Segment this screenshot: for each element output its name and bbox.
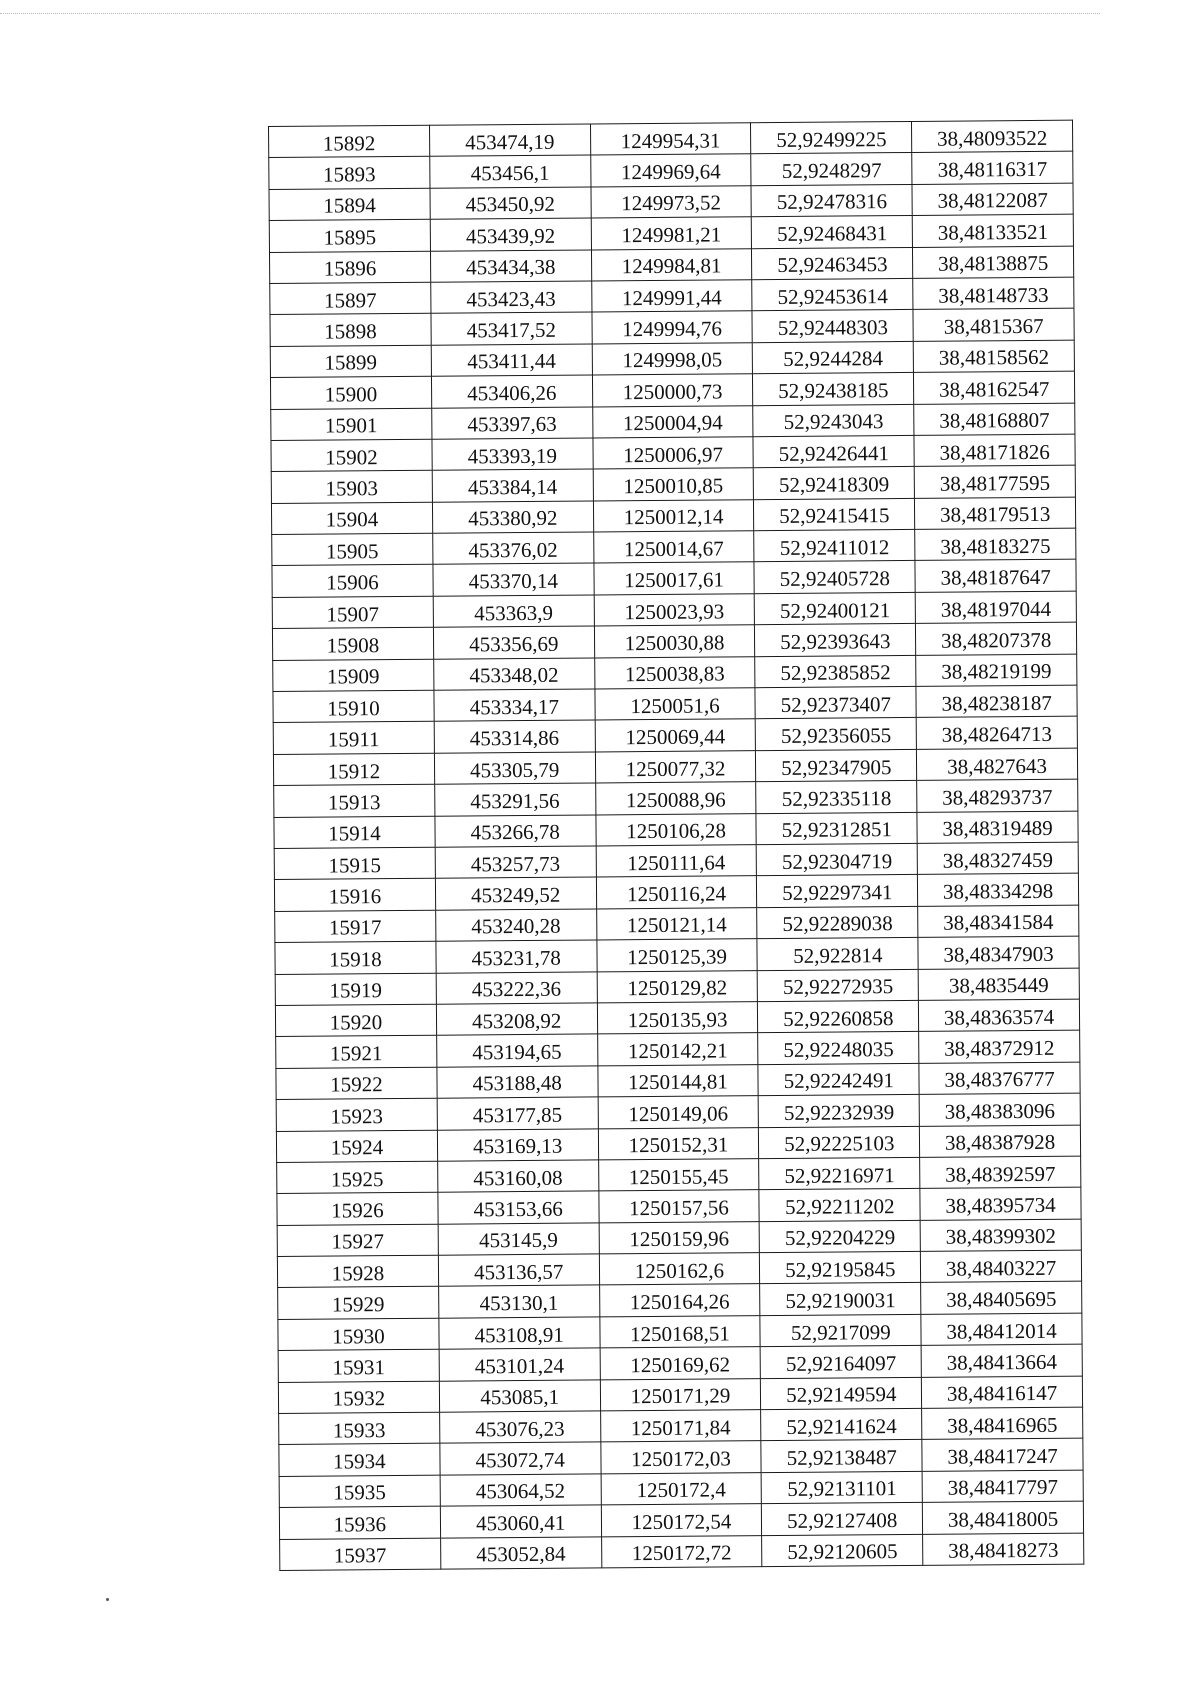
y-coordinate-cell: 1250088,96 xyxy=(595,782,756,815)
latitude-cell: 52,9217099 xyxy=(760,1314,921,1347)
x-coordinate-cell: 453240,28 xyxy=(435,909,596,942)
point-number-cell: 15905 xyxy=(272,533,433,566)
longitude-cell: 38,48183275 xyxy=(915,528,1076,561)
y-coordinate-cell: 1250051,6 xyxy=(595,688,756,721)
longitude-cell: 38,48413664 xyxy=(921,1344,1082,1377)
x-coordinate-cell: 453136,57 xyxy=(438,1254,599,1287)
point-number-cell: 15896 xyxy=(269,251,430,284)
y-coordinate-cell: 1250168,51 xyxy=(599,1316,760,1349)
latitude-cell: 52,92405728 xyxy=(754,561,915,594)
coordinates-table-body xyxy=(269,120,1084,1570)
longitude-cell: 38,48412014 xyxy=(921,1313,1082,1346)
point-number-cell: 15901 xyxy=(271,408,432,441)
longitude-cell: 38,48418273 xyxy=(923,1533,1084,1566)
x-coordinate-cell: 453194,65 xyxy=(436,1034,597,1067)
y-coordinate-cell: 1250152,31 xyxy=(598,1127,759,1160)
x-coordinate-cell: 453406,26 xyxy=(431,375,592,408)
y-coordinate-cell: 1250010,85 xyxy=(593,468,754,501)
latitude-cell: 52,92289038 xyxy=(757,906,918,939)
longitude-cell: 38,48179513 xyxy=(915,497,1076,530)
longitude-cell: 38,48392597 xyxy=(920,1156,1081,1189)
point-number-cell: 15936 xyxy=(279,1506,440,1539)
x-coordinate-cell: 453384,14 xyxy=(432,469,593,502)
y-coordinate-cell: 1250144,81 xyxy=(597,1064,758,1097)
latitude-cell: 52,92272935 xyxy=(758,969,919,1002)
latitude-cell: 52,92415415 xyxy=(754,498,915,531)
latitude-cell: 52,92411012 xyxy=(754,530,915,563)
y-coordinate-cell: 1249991,44 xyxy=(591,280,752,313)
point-number-cell: 15903 xyxy=(271,471,432,504)
longitude-cell: 38,4827643 xyxy=(917,748,1078,781)
x-coordinate-cell: 453334,17 xyxy=(434,689,595,722)
longitude-cell: 38,48417247 xyxy=(922,1439,1083,1472)
point-number-cell: 15918 xyxy=(275,941,436,974)
y-coordinate-cell: 1249994,76 xyxy=(592,311,753,344)
x-coordinate-cell: 453291,56 xyxy=(434,783,595,816)
y-coordinate-cell: 1250155,45 xyxy=(598,1159,759,1192)
longitude-cell: 38,48158562 xyxy=(913,340,1074,373)
x-coordinate-cell: 453231,78 xyxy=(436,940,597,973)
x-coordinate-cell: 453188,48 xyxy=(437,1066,598,1099)
x-coordinate-cell: 453145,9 xyxy=(438,1223,599,1256)
x-coordinate-cell: 453076,23 xyxy=(439,1411,600,1444)
longitude-cell: 38,48416147 xyxy=(922,1376,1083,1409)
y-coordinate-cell: 1250135,93 xyxy=(597,1002,758,1035)
latitude-cell: 52,9244284 xyxy=(753,341,914,374)
x-coordinate-cell: 453085,1 xyxy=(439,1380,600,1413)
y-coordinate-cell: 1250162,6 xyxy=(599,1253,760,1286)
longitude-cell: 38,48403227 xyxy=(921,1250,1082,1283)
longitude-cell: 38,48347903 xyxy=(918,936,1079,969)
longitude-cell: 38,48133521 xyxy=(912,214,1073,247)
latitude-cell: 52,92418309 xyxy=(754,467,915,500)
latitude-cell: 52,92138487 xyxy=(761,1440,922,1473)
point-number-cell: 15934 xyxy=(279,1444,440,1477)
point-number-cell: 15931 xyxy=(278,1349,439,1382)
y-coordinate-cell: 1250169,62 xyxy=(600,1347,761,1380)
longitude-cell: 38,48093522 xyxy=(912,120,1073,153)
point-number-cell: 15937 xyxy=(280,1538,441,1571)
point-number-cell: 15933 xyxy=(279,1412,440,1445)
y-coordinate-cell: 1250129,82 xyxy=(597,970,758,1003)
longitude-cell: 38,48383096 xyxy=(919,1093,1080,1126)
y-coordinate-cell: 1250000,73 xyxy=(592,374,753,407)
latitude-cell: 52,92131101 xyxy=(761,1471,922,1504)
point-number-cell: 15904 xyxy=(271,502,432,535)
latitude-cell: 52,92190031 xyxy=(760,1283,921,1316)
point-number-cell: 15899 xyxy=(270,345,431,378)
point-number-cell: 15898 xyxy=(270,314,431,347)
y-coordinate-cell: 1250125,39 xyxy=(596,939,757,972)
latitude-cell: 52,92356055 xyxy=(756,718,917,751)
latitude-cell: 52,92297341 xyxy=(757,875,918,908)
point-number-cell: 15915 xyxy=(274,847,435,880)
latitude-cell: 52,92373407 xyxy=(755,686,916,719)
longitude-cell: 38,48417797 xyxy=(922,1470,1083,1503)
x-coordinate-cell: 453314,86 xyxy=(434,720,595,753)
latitude-cell: 52,92463453 xyxy=(752,247,913,280)
point-number-cell: 15912 xyxy=(273,753,434,786)
longitude-cell: 38,48372912 xyxy=(919,1030,1080,1063)
latitude-cell: 52,92141624 xyxy=(761,1408,922,1441)
y-coordinate-cell: 1249984,81 xyxy=(591,248,752,281)
x-coordinate-cell: 453222,36 xyxy=(436,971,597,1004)
latitude-cell: 52,92453614 xyxy=(752,278,913,311)
y-coordinate-cell: 1249981,21 xyxy=(591,217,752,250)
y-coordinate-cell: 1250106,28 xyxy=(596,813,757,846)
x-coordinate-cell: 453305,79 xyxy=(434,752,595,785)
x-coordinate-cell: 453348,02 xyxy=(433,658,594,691)
point-number-cell: 15924 xyxy=(276,1130,437,1163)
latitude-cell: 52,92232939 xyxy=(759,1095,920,1128)
latitude-cell: 52,92335118 xyxy=(756,781,917,814)
y-coordinate-cell: 1249954,31 xyxy=(590,123,751,156)
latitude-cell: 52,92195845 xyxy=(760,1251,921,1284)
latitude-cell: 52,92164097 xyxy=(760,1346,921,1379)
x-coordinate-cell: 453474,19 xyxy=(429,124,590,157)
point-number-cell: 15932 xyxy=(278,1381,439,1414)
x-coordinate-cell: 453380,92 xyxy=(432,501,593,534)
x-coordinate-cell: 453411,44 xyxy=(431,344,592,377)
longitude-cell: 38,48177595 xyxy=(914,465,1075,498)
x-coordinate-cell: 453456,1 xyxy=(430,155,591,188)
longitude-cell: 38,48171826 xyxy=(914,434,1075,467)
table-row xyxy=(280,1533,1084,1571)
y-coordinate-cell: 1250172,4 xyxy=(601,1472,762,1505)
x-coordinate-cell: 453160,08 xyxy=(437,1160,598,1193)
y-coordinate-cell: 1250171,84 xyxy=(600,1410,761,1443)
y-coordinate-cell: 1250069,44 xyxy=(595,719,756,752)
point-number-cell: 15910 xyxy=(273,690,434,723)
point-number-cell: 15895 xyxy=(269,219,430,252)
y-coordinate-cell: 1250157,56 xyxy=(598,1190,759,1223)
y-coordinate-cell: 1250142,21 xyxy=(597,1033,758,1066)
point-number-cell: 15894 xyxy=(269,188,430,221)
x-coordinate-cell: 453439,92 xyxy=(430,218,591,251)
longitude-cell: 38,48293737 xyxy=(917,779,1078,812)
longitude-cell: 38,48418005 xyxy=(923,1501,1084,1534)
longitude-cell: 38,48399302 xyxy=(920,1219,1081,1252)
point-number-cell: 15908 xyxy=(272,627,433,660)
longitude-cell: 38,48162547 xyxy=(914,371,1075,404)
x-coordinate-cell: 453130,1 xyxy=(438,1285,599,1318)
longitude-cell: 38,48327459 xyxy=(917,842,1078,875)
y-coordinate-cell: 1250014,67 xyxy=(593,531,754,564)
y-coordinate-cell: 1250111,64 xyxy=(596,845,757,878)
y-coordinate-cell: 1250164,26 xyxy=(599,1284,760,1317)
point-number-cell: 15907 xyxy=(272,596,433,629)
latitude-cell: 52,92448303 xyxy=(752,310,913,343)
point-number-cell: 15914 xyxy=(274,816,435,849)
point-number-cell: 15930 xyxy=(278,1318,439,1351)
latitude-cell: 52,92225103 xyxy=(759,1126,920,1159)
longitude-cell: 38,48187647 xyxy=(915,560,1076,593)
y-coordinate-cell: 1250030,88 xyxy=(594,625,755,658)
latitude-cell: 52,92216971 xyxy=(759,1157,920,1190)
x-coordinate-cell: 453450,92 xyxy=(430,187,591,220)
longitude-cell: 38,48148733 xyxy=(913,277,1074,310)
point-number-cell: 15920 xyxy=(275,1004,436,1037)
x-coordinate-cell: 453393,19 xyxy=(432,438,593,471)
x-coordinate-cell: 453072,74 xyxy=(440,1442,601,1475)
longitude-cell: 38,48197044 xyxy=(915,591,1076,624)
point-number-cell: 15929 xyxy=(278,1287,439,1320)
latitude-cell: 52,92120605 xyxy=(762,1534,923,1567)
point-number-cell: 15902 xyxy=(271,439,432,472)
y-coordinate-cell: 1249973,52 xyxy=(591,185,752,218)
x-coordinate-cell: 453169,13 xyxy=(437,1128,598,1161)
x-coordinate-cell: 453417,52 xyxy=(431,312,592,345)
y-coordinate-cell: 1250149,06 xyxy=(598,1096,759,1129)
latitude-cell: 52,92260858 xyxy=(758,1000,919,1033)
y-coordinate-cell: 1250077,32 xyxy=(595,751,756,784)
longitude-cell: 38,48168807 xyxy=(914,403,1075,436)
point-number-cell: 15900 xyxy=(270,376,431,409)
latitude-cell: 52,9248297 xyxy=(751,153,912,186)
latitude-cell: 52,92347905 xyxy=(756,749,917,782)
point-number-cell: 15935 xyxy=(279,1475,440,1508)
point-number-cell: 15927 xyxy=(277,1224,438,1257)
x-coordinate-cell: 453101,24 xyxy=(439,1348,600,1381)
latitude-cell: 52,922814 xyxy=(757,938,918,971)
x-coordinate-cell: 453397,63 xyxy=(432,406,593,439)
longitude-cell: 38,4815367 xyxy=(913,309,1074,342)
longitude-cell: 38,48238187 xyxy=(916,685,1077,718)
x-coordinate-cell: 453434,38 xyxy=(430,250,591,283)
y-coordinate-cell: 1250038,83 xyxy=(594,656,755,689)
longitude-cell: 38,48138875 xyxy=(913,246,1074,279)
latitude-cell: 52,92149594 xyxy=(761,1377,922,1410)
longitude-cell: 38,48122087 xyxy=(912,183,1073,216)
x-coordinate-cell: 453208,92 xyxy=(436,1003,597,1036)
latitude-cell: 52,92478316 xyxy=(751,184,912,217)
x-coordinate-cell: 453257,73 xyxy=(435,846,596,879)
latitude-cell: 52,92204229 xyxy=(760,1220,921,1253)
point-number-cell: 15913 xyxy=(274,784,435,817)
longitude-cell: 38,48334298 xyxy=(918,874,1079,907)
longitude-cell: 38,48363574 xyxy=(919,999,1080,1032)
longitude-cell: 38,48264713 xyxy=(916,717,1077,750)
y-coordinate-cell: 1250159,96 xyxy=(599,1221,760,1254)
y-coordinate-cell: 1250017,61 xyxy=(594,562,755,595)
y-coordinate-cell: 1250023,93 xyxy=(594,594,755,627)
latitude-cell: 52,92242491 xyxy=(758,1063,919,1096)
longitude-cell: 38,4835449 xyxy=(918,968,1079,1001)
point-number-cell: 15892 xyxy=(269,125,430,158)
x-coordinate-cell: 453356,69 xyxy=(433,626,594,659)
point-number-cell: 15926 xyxy=(277,1192,438,1225)
longitude-cell: 38,48395734 xyxy=(920,1187,1081,1220)
y-coordinate-cell: 1250004,94 xyxy=(592,405,753,438)
point-number-cell: 15911 xyxy=(273,722,434,755)
point-number-cell: 15917 xyxy=(275,910,436,943)
y-coordinate-cell: 1250171,29 xyxy=(600,1378,761,1411)
y-coordinate-cell: 1250172,72 xyxy=(601,1535,762,1568)
x-coordinate-cell: 453060,41 xyxy=(440,1505,601,1538)
point-number-cell: 15916 xyxy=(274,879,435,912)
longitude-cell: 38,48116317 xyxy=(912,152,1073,185)
point-number-cell: 15921 xyxy=(276,1036,437,1069)
point-number-cell: 15922 xyxy=(276,1067,437,1100)
longitude-cell: 38,48207378 xyxy=(916,622,1077,655)
y-coordinate-cell: 1250172,03 xyxy=(600,1441,761,1474)
x-coordinate-cell: 453108,91 xyxy=(439,1317,600,1350)
latitude-cell: 52,92426441 xyxy=(753,435,914,468)
coordinates-table xyxy=(268,120,1084,1571)
latitude-cell: 52,92312851 xyxy=(756,812,917,845)
point-number-cell: 15919 xyxy=(275,973,436,1006)
latitude-cell: 52,92468431 xyxy=(752,216,913,249)
x-coordinate-cell: 453363,9 xyxy=(433,595,594,628)
latitude-cell: 52,92304719 xyxy=(757,843,918,876)
latitude-cell: 52,92438185 xyxy=(753,373,914,406)
latitude-cell: 52,92127408 xyxy=(762,1503,923,1536)
coordinates-table-container xyxy=(268,120,1083,1571)
point-number-cell: 15909 xyxy=(273,659,434,692)
latitude-cell: 52,92400121 xyxy=(755,592,916,625)
scan-edge-line xyxy=(0,13,1100,14)
point-number-cell: 15925 xyxy=(277,1161,438,1194)
x-coordinate-cell: 453153,66 xyxy=(438,1191,599,1224)
point-number-cell: 15893 xyxy=(269,157,430,190)
longitude-cell: 38,48405695 xyxy=(921,1282,1082,1315)
y-coordinate-cell: 1249998,05 xyxy=(592,342,753,375)
y-coordinate-cell: 1250012,14 xyxy=(593,499,754,532)
longitude-cell: 38,48376777 xyxy=(919,1062,1080,1095)
x-coordinate-cell: 453266,78 xyxy=(435,815,596,848)
point-number-cell: 15923 xyxy=(276,1098,437,1131)
latitude-cell: 52,92393643 xyxy=(755,624,916,657)
scan-speck xyxy=(106,1598,109,1601)
x-coordinate-cell: 453177,85 xyxy=(437,1097,598,1130)
latitude-cell: 52,92499225 xyxy=(751,121,912,154)
point-number-cell: 15928 xyxy=(277,1255,438,1288)
y-coordinate-cell: 1250116,24 xyxy=(596,876,757,909)
x-coordinate-cell: 453064,52 xyxy=(440,1474,601,1507)
longitude-cell: 38,48341584 xyxy=(918,905,1079,938)
y-coordinate-cell: 1250121,14 xyxy=(596,907,757,940)
point-number-cell: 15906 xyxy=(272,565,433,598)
latitude-cell: 52,92211202 xyxy=(759,1189,920,1222)
y-coordinate-cell: 1250172,54 xyxy=(601,1504,762,1537)
latitude-cell: 52,92385852 xyxy=(755,655,916,688)
x-coordinate-cell: 453370,14 xyxy=(433,563,594,596)
longitude-cell: 38,48416965 xyxy=(922,1407,1083,1440)
longitude-cell: 38,48319489 xyxy=(917,811,1078,844)
longitude-cell: 38,48387928 xyxy=(920,1125,1081,1158)
x-coordinate-cell: 453376,02 xyxy=(433,532,594,565)
x-coordinate-cell: 453249,52 xyxy=(435,877,596,910)
latitude-cell: 52,9243043 xyxy=(753,404,914,437)
y-coordinate-cell: 1249969,64 xyxy=(590,154,751,187)
x-coordinate-cell: 453423,43 xyxy=(431,281,592,314)
longitude-cell: 38,48219199 xyxy=(916,654,1077,687)
x-coordinate-cell: 453052,84 xyxy=(440,1537,601,1570)
y-coordinate-cell: 1250006,97 xyxy=(593,437,754,470)
latitude-cell: 52,92248035 xyxy=(758,1032,919,1065)
point-number-cell: 15897 xyxy=(270,282,431,315)
